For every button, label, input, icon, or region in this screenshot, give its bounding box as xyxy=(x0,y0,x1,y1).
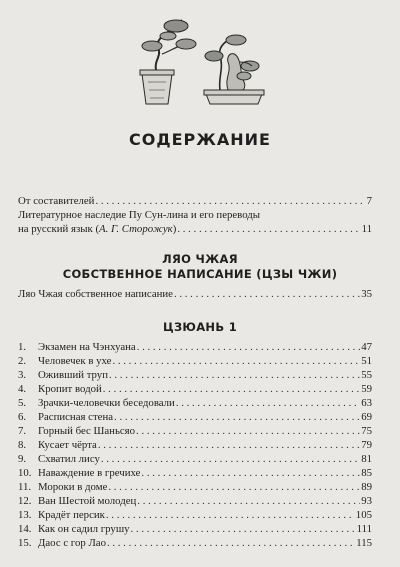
toc-entry-title: Крадёт персик xyxy=(38,509,105,521)
toc-entry[interactable] xyxy=(18,453,372,467)
leader-dots xyxy=(137,495,360,507)
toc-entry-page: 55 xyxy=(361,369,372,381)
toc-entry-number: 3. xyxy=(18,369,27,381)
leader-dots xyxy=(109,369,360,381)
toc-entry[interactable] xyxy=(18,425,372,439)
toc-entry-page: 7 xyxy=(366,195,372,207)
section-heading: ЦЗЮАНЬ 1 xyxy=(162,320,238,334)
toc-entry-title: Кусает чёрта xyxy=(38,439,97,451)
toc-entry[interactable] xyxy=(18,288,372,302)
leader-dots xyxy=(108,481,360,493)
toc-entry[interactable] xyxy=(18,223,372,237)
leader-dots xyxy=(137,341,361,353)
toc-entry[interactable] xyxy=(18,439,372,453)
toc-entry-page: 63 xyxy=(361,397,372,409)
leader-dots xyxy=(95,195,365,207)
toc-entry-title: Зрачки-человечки беседовали xyxy=(38,397,175,409)
toc-entry-title: Кропит водой xyxy=(38,383,102,395)
toc-entry[interactable] xyxy=(18,467,372,481)
toc-entry-number: 6. xyxy=(18,411,27,423)
toc-entry-number: 4. xyxy=(18,383,27,395)
leader-dots xyxy=(101,453,360,465)
leader-dots xyxy=(112,355,360,367)
toc-entry-number: 11. xyxy=(18,481,32,493)
toc-entry-number: 14. xyxy=(18,523,32,535)
toc-entry-page: 115 xyxy=(356,537,372,549)
toc-entry-page: 89 xyxy=(361,481,372,493)
toc-entry-title: Человечек в ухе xyxy=(38,355,112,367)
toc-entry-title: Мороки в доме xyxy=(38,481,108,493)
toc-entry-title: Ляо Чжая собственное написание xyxy=(18,288,173,300)
toc-entry-page: 111 xyxy=(356,523,372,535)
toc-entry-number: 7. xyxy=(18,425,27,437)
toc-entry[interactable] xyxy=(18,537,372,551)
toc-entry-title: Даос с гор Лао xyxy=(38,537,106,549)
section-heading-line1: ЛЯО ЧЖАЯ xyxy=(162,252,238,266)
leader-dots xyxy=(141,467,360,479)
toc-entry-page: 59 xyxy=(361,383,372,395)
toc-entry-number: 9. xyxy=(18,453,27,465)
toc-entry-page: 75 xyxy=(361,425,372,437)
toc-entry[interactable] xyxy=(18,411,372,425)
toc-entry-title-line2: на русский язык (А. Г. Сторожук) xyxy=(18,223,177,235)
leader-dots xyxy=(177,223,360,235)
toc-entry-number: 2. xyxy=(18,355,27,367)
toc-entry[interactable] xyxy=(18,195,372,209)
toc-entry-number: 8. xyxy=(18,439,27,451)
toc-entry-title: Ван Шестой молодец xyxy=(38,495,137,507)
leader-dots xyxy=(103,383,360,395)
toc-entry-title: Горный бес Шаньсяо xyxy=(38,425,136,437)
toc-entry-title: Как он садил грушу xyxy=(38,523,130,535)
toc-entry-number: 1. xyxy=(18,341,27,353)
toc-entry[interactable] xyxy=(18,509,372,523)
toc-entry-page: 51 xyxy=(361,355,372,367)
toc-entry[interactable] xyxy=(18,355,372,369)
toc-entry-page: 35 xyxy=(361,288,372,300)
bonsai-illustration xyxy=(128,12,268,110)
toc-entry-title: Экзамен на Чэнхуана xyxy=(38,341,136,353)
toc-entry-page: 93 xyxy=(361,495,372,507)
toc-entry-title: Оживший труп xyxy=(38,369,108,381)
toc-entry-page: 79 xyxy=(361,439,372,451)
toc-entry[interactable] xyxy=(18,383,372,397)
author-name: А. Г. Сторожук xyxy=(99,223,173,235)
toc-entry-page: 81 xyxy=(361,453,372,465)
toc-entry[interactable] xyxy=(18,481,372,495)
toc-entry-page: 105 xyxy=(355,509,372,521)
toc-entry-number: 12. xyxy=(18,495,32,507)
toc-entry-number: 10. xyxy=(18,467,32,479)
toc-entry-title: Схватил лису xyxy=(38,453,100,465)
toc-entry-title: От составителей xyxy=(18,195,95,207)
toc-entry-number: 13. xyxy=(18,509,32,521)
toc-entry-page: 47 xyxy=(361,341,372,353)
toc-entry-title: Наваждение в гречихе xyxy=(38,467,141,479)
toc-entry[interactable] xyxy=(18,397,372,411)
toc-entry[interactable] xyxy=(18,495,372,509)
section-heading-line2: СОБСТВЕННОЕ НАПИСАНИЕ (ЦЗЫ ЧЖИ) xyxy=(62,267,338,281)
toc-entry-title: Расписная стена xyxy=(38,411,114,423)
contents-heading: СОДЕРЖАНИЕ xyxy=(129,130,271,149)
toc-entry-page: 69 xyxy=(361,411,372,423)
toc-entry[interactable] xyxy=(18,369,372,383)
leader-dots xyxy=(106,509,355,521)
toc-entry-number: 15. xyxy=(18,537,32,549)
toc-entry-page: 85 xyxy=(361,467,372,479)
toc-entry[interactable] xyxy=(18,341,372,355)
toc-entry-number: 5. xyxy=(18,397,27,409)
leader-dots xyxy=(107,537,355,549)
leader-dots xyxy=(131,523,356,535)
leader-dots xyxy=(98,439,360,451)
toc-entry-title-line1: Литературное наследие Пу Сун-лина и его переводы xyxy=(18,209,261,221)
toc-entry[interactable] xyxy=(18,523,372,537)
leader-dots xyxy=(174,288,360,300)
leader-dots xyxy=(176,397,360,409)
toc-entry-page: 11 xyxy=(361,223,372,235)
leader-dots xyxy=(136,425,360,437)
leader-dots xyxy=(114,411,360,423)
